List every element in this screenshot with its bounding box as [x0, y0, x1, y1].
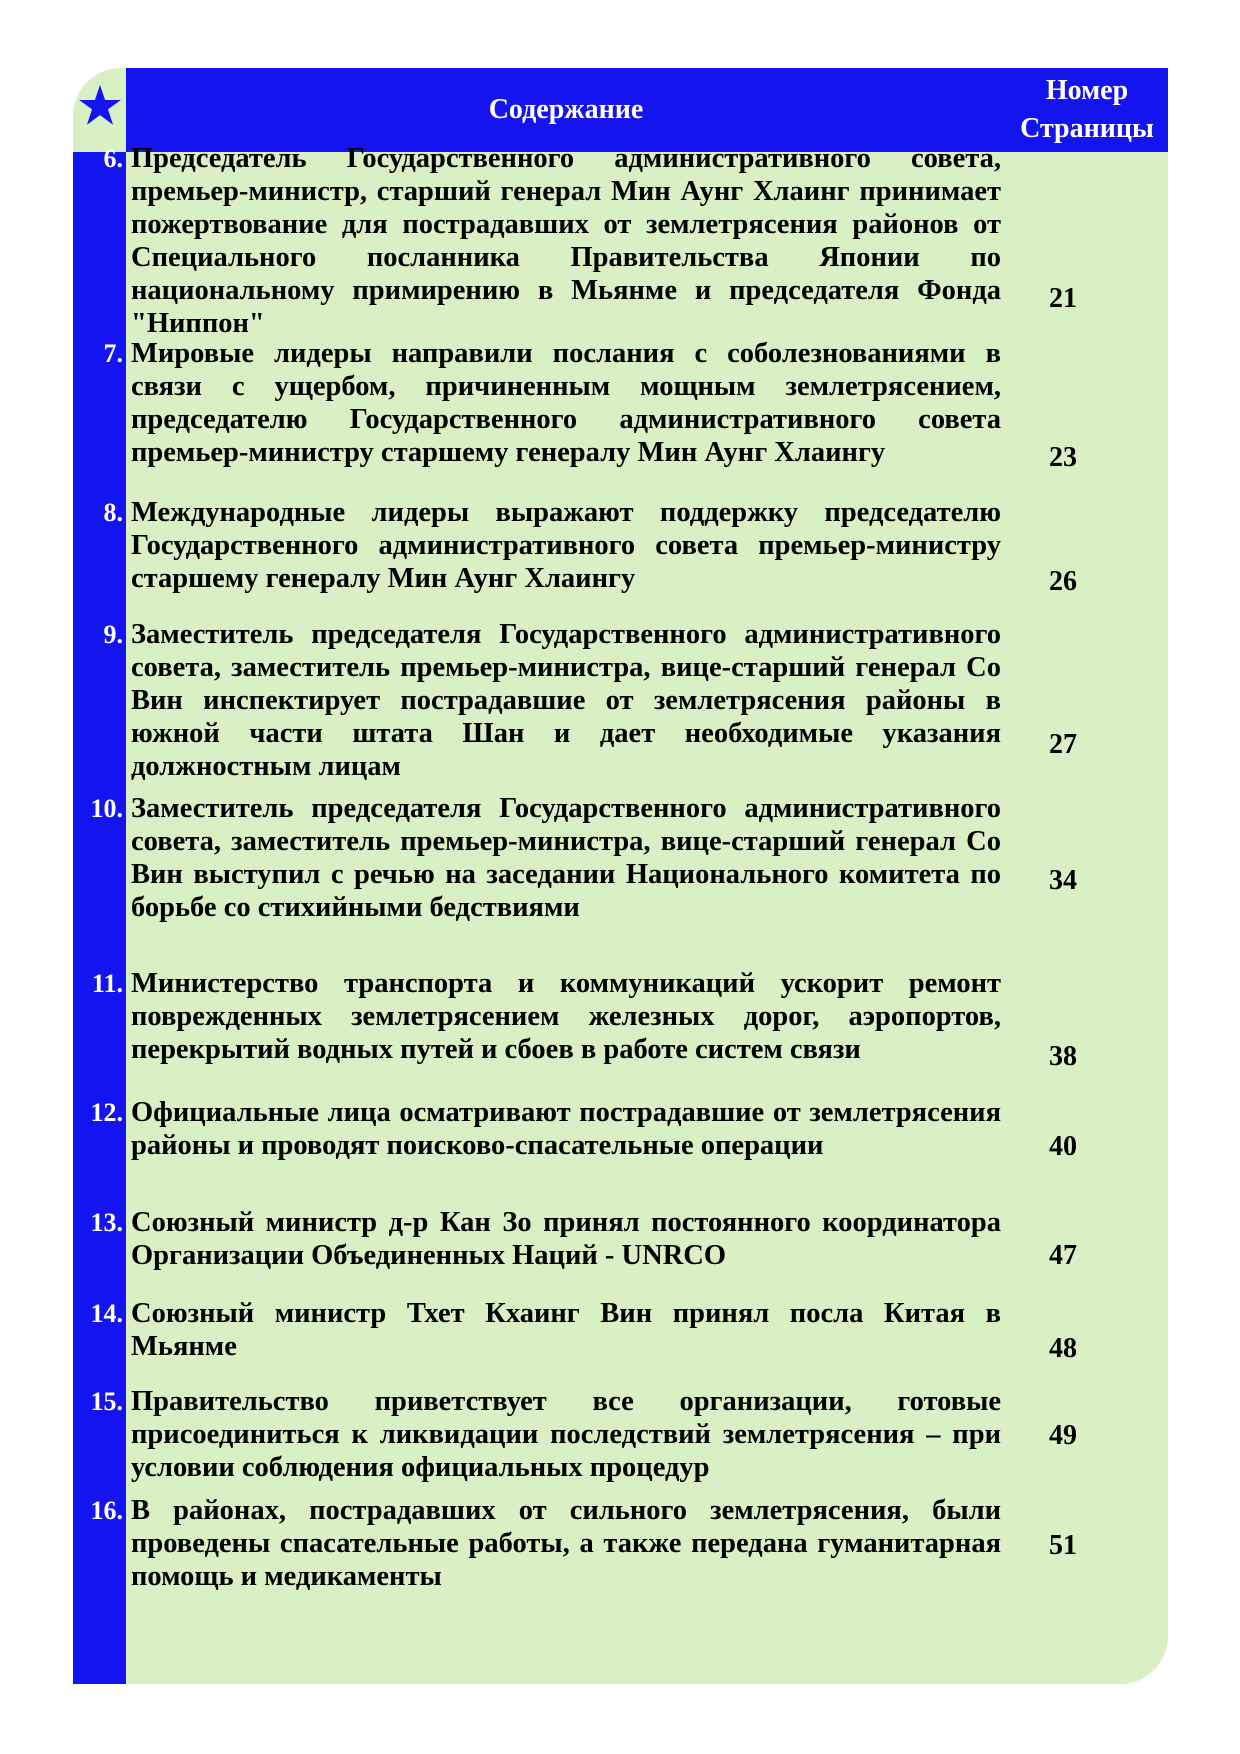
page-heading-line1: Номер [1045, 75, 1129, 106]
entry-number: 14. [90, 1299, 123, 1328]
entry-title: Мировые лидеры направили послания с соболезнованиями в связи с ущербом, причиненным мощным землетрясением, председателю Государственного административного совета премьер-министру старшему генералу Мин Аунг Хлаингу [131, 338, 1001, 468]
entry-number: 6. [103, 144, 123, 173]
entry-page: 51 [1049, 1530, 1077, 1561]
entry-number: 15. [90, 1387, 123, 1416]
entry-title: Международные лидеры выражают поддержку председателю Государственного административного совета премьер-министру старшему генералу Мин Аунг Хлаингу [131, 497, 1001, 594]
entry-page: 34 [1049, 865, 1077, 896]
entry-page: 38 [1049, 1041, 1077, 1072]
entry-number: 9. [103, 620, 123, 649]
entry-title: Правительство приветствует все организации, готовые присоединиться к ликвидации последствий землетрясения – при условии соблюдения официальных процедур [131, 1386, 1001, 1483]
entry-number: 16. [90, 1496, 123, 1525]
entry-number: 10. [90, 794, 123, 823]
entry-number: 13. [90, 1208, 123, 1237]
entry-number: 11. [91, 969, 123, 998]
entry-number: 12. [90, 1098, 123, 1127]
entry-page: 27 [1049, 729, 1077, 760]
entry-title: В районах, пострадавших от сильного землетрясения, были проведены спасательные работы, а также передана гуманитарная помощь и медикаменты [131, 1495, 1001, 1592]
entry-page: 26 [1049, 566, 1077, 597]
entry-page: 40 [1049, 1131, 1077, 1162]
entry-title: Заместитель председателя Государственного административного совета, заместитель премьер-министра, вице-старший генерал Со Вин инспектирует пострадавшие от землетрясения районы в южной части штата Шан и дает необходимые указания должностным лицам [131, 619, 1001, 782]
entry-number: 7. [103, 339, 123, 368]
entry-title: Союзный министр д-р Кан Зо принял постоянного координатора Организации Объединенных Наций - UNRCO [131, 1207, 1001, 1271]
page-heading-line2: Страницы [1020, 113, 1154, 144]
entry-page: 47 [1049, 1240, 1077, 1271]
entry-title: Заместитель председателя Государственного административного совета, заместитель премьер-министра, вице-старший генерал Со Вин выступил с речью на заседании Национального комитета по борьбе со стихийными бедствиями [131, 793, 1001, 923]
entry-number: 8. [103, 498, 123, 527]
entry-title: Союзный министр Тхет Кхаинг Вин принял посла Китая в Мьянме [131, 1298, 1001, 1362]
entry-page: 21 [1049, 283, 1077, 314]
entry-page: 48 [1049, 1333, 1077, 1364]
entry-title: Председатель Государственного административного совета, премьер-министр, старший генерал Мин Аунг Хлаинг принимает пожертвование для пострадавших от землетрясения районов от Специального посланника Правительства Японии по национальному примирению в Мьянме и председателя Фонда "Ниппон" [131, 143, 1001, 339]
entry-page: 49 [1049, 1420, 1077, 1451]
entry-page: 23 [1049, 442, 1077, 473]
page-number-heading [1006, 68, 1168, 152]
entry-title: Министерство транспорта и коммуникаций ускорит ремонт поврежденных землетрясением железных дорог, аэропортов, перекрытий водных путей и сбоев в работе систем связи [131, 968, 1001, 1065]
star-icon [79, 84, 121, 126]
number-column-bar [73, 152, 126, 1684]
contents-table [73, 68, 1168, 1684]
entry-title: Официальные лица осматривают пострадавшие от землетрясения районы и проводят поисково-спасательные операции [131, 1097, 1001, 1161]
contents-heading: Содержание [488, 94, 644, 125]
